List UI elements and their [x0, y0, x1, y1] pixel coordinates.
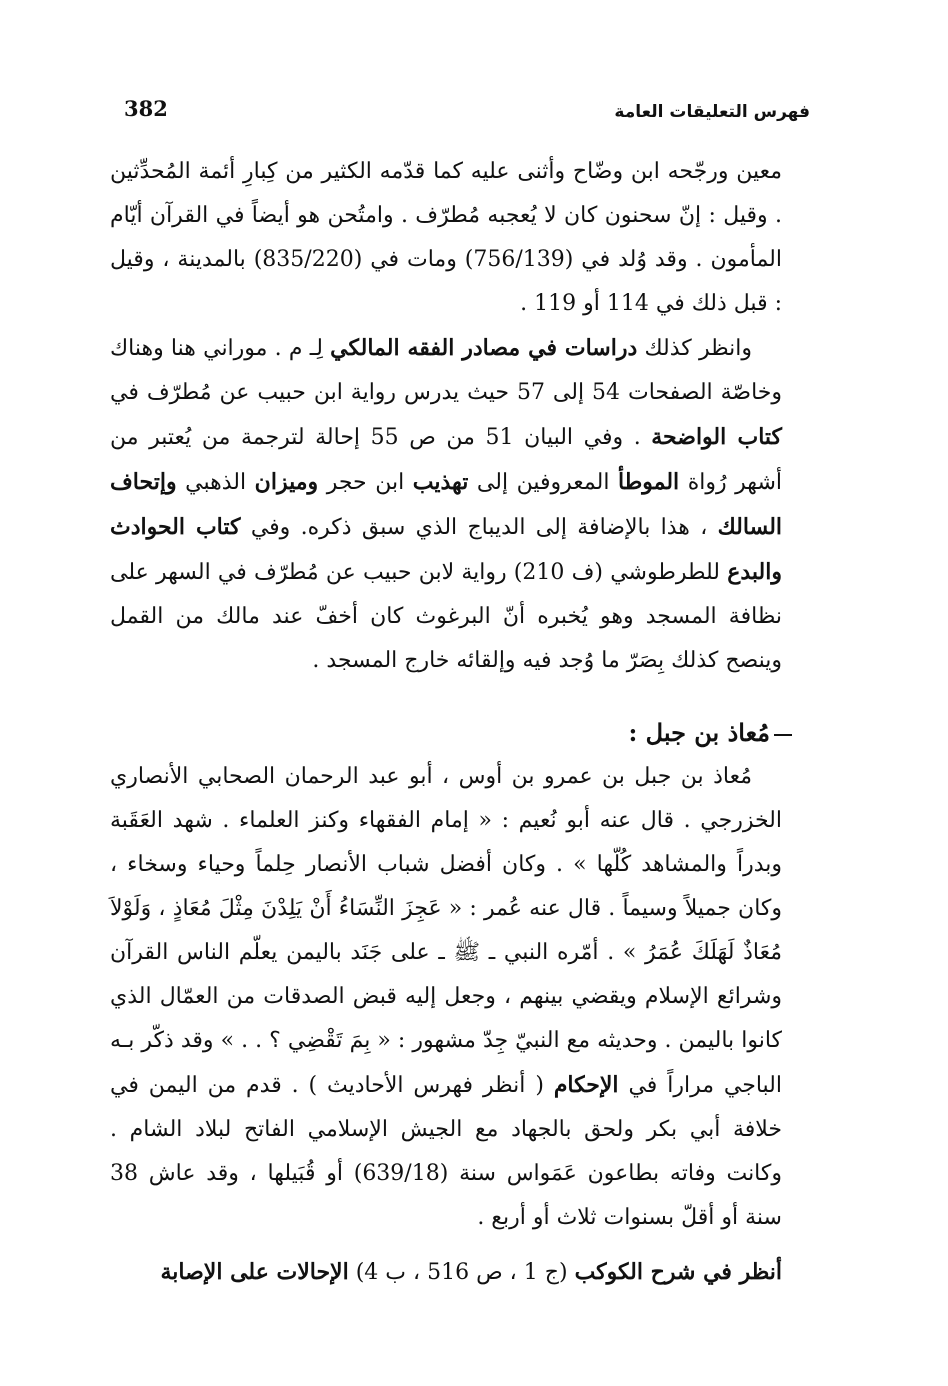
book-title: شرح الكوكب — [574, 1259, 696, 1285]
book-title: كتاب الواضحة — [651, 424, 783, 450]
book-title: الموطأ — [618, 469, 680, 495]
book-title: الإحكام — [553, 1072, 619, 1098]
page-body — [110, 150, 782, 1295]
paragraph-spacer — [110, 1240, 782, 1250]
text-run: ابن حجر — [318, 470, 413, 495]
section-heading — [110, 711, 792, 755]
section-spacer — [110, 683, 782, 711]
text-run: المعروفين إلى — [468, 470, 619, 495]
dash-mark — [774, 734, 792, 736]
section-heading-text: مُعاذ بن جبل : — [628, 718, 770, 747]
text-run: لِـ م . موراني هنا وهناك وخاصّة الصفحات 54 إلى 57 حيث يدرس رواية ابن حبيب عن مُطرّف في — [110, 336, 783, 405]
page-header — [110, 96, 810, 136]
paragraph-biography — [110, 755, 782, 1240]
text-run: ( أنظر فهرس الأحاديث ) . قدم من اليمن في خلافة أبي بكر ولحق بالجهاد مع الجيش الإسلامي الفاتح لبلاد الشام . وكانت وفاته بطاعون عَمَواس سنة (639/18) أو قُبَيلها ، وقد عاش 38 سنة أو أقلّ بسنوات ثلاث أو أربع . — [110, 1073, 782, 1230]
paragraph-references — [110, 326, 782, 683]
book-title: كتاب الحوادث والبدع — [110, 514, 782, 585]
text-run: الذهبي — [176, 470, 255, 495]
text-run: . وفي البيان 51 من ص 55 إحالة لترجمة من يُعتبر من أشهر رُواة — [110, 425, 782, 495]
book-title: وإتحاف السالك — [110, 469, 783, 540]
text-run: مُعاذ بن جبل بن عمرو بن أوس ، أبو عبد الرحمان الصحابي الأنصاري الخزرجي . قال عنه أبو نُعيم : « إمام الفقهاء وكنز العلماء . شهد العَقَبة وبدراً والمشاهد كُلّها » . وكان أفضل شباب الأنصار حِلماً وحياء وسخاء ، وكان جميلاً وسيماً . قال عنه عُمر : « عَجِزَ النِّسَاءُ أَنْ يَلِدْنَ مِثْلَ مُعَاذٍ ، وَلَوْلاَ مُعَاذٌ لَهَلَكَ عُمَرُ » . أمّره النبي ـ ﷺ ـ على جَنَد باليمن يعلّم الناس القرآن وشرائع الإسلام ويقضي بينهم ، وجعل إليه قبض الصدقات من العمّال الذي كانوا باليمن . وحديثه مع النبيّ جِدّ مشهور : « بِمَ تَقْضِي ؟ . . » وقد ذكّر بـه الباجي مراراً في — [110, 764, 782, 1098]
running-title: فهرس التعليقات العامة — [614, 102, 810, 122]
book-title: الإحالات على الإصابة — [160, 1259, 349, 1285]
page-number: 382 — [124, 96, 168, 121]
text-run: للطرطوشي (ف 210) رواية لابن حبيب عن مُطرّف في السهر على نظافة المسجد وهو يُخبره أنّ البرغوث كان أخفّ عند مالك من القمل وينصح كذلك بِصَرّ ما وُجد فيه وإلقائه خارج المسجد . — [110, 560, 782, 673]
book-title: وميزان — [254, 469, 319, 495]
text-run: وانظر كذلك — [637, 336, 753, 361]
text-run: ، هذا بالإضافة إلى الديباج الذي سبق ذكره. وفي — [240, 515, 718, 540]
paragraph-see-also — [110, 1250, 782, 1295]
text-run: أنظر في — [695, 1259, 782, 1285]
book-title: تهذيب — [412, 469, 469, 495]
book-title: دراسات في مصادر الفقه المالكي — [330, 335, 638, 361]
paragraph-continuation: معين ورجّحه ابن وضّاح وأثنى عليه كما قدّمه الكثير من كِبارِ أئمة المُحدِّثين . وقيل : إنّ سحنون كان لا يُعجبه مُطرّف . وامتُحن هو أيضاً في القرآن أيّام المأمون . وقد وُلد في (756/139) ومات في (835/220) بالمدينة ، وقيل : قبل ذلك في 114 أو 119 . — [110, 159, 782, 316]
text-run: (ج 1 ، ص 516 ، ب 4) — [348, 1260, 575, 1285]
